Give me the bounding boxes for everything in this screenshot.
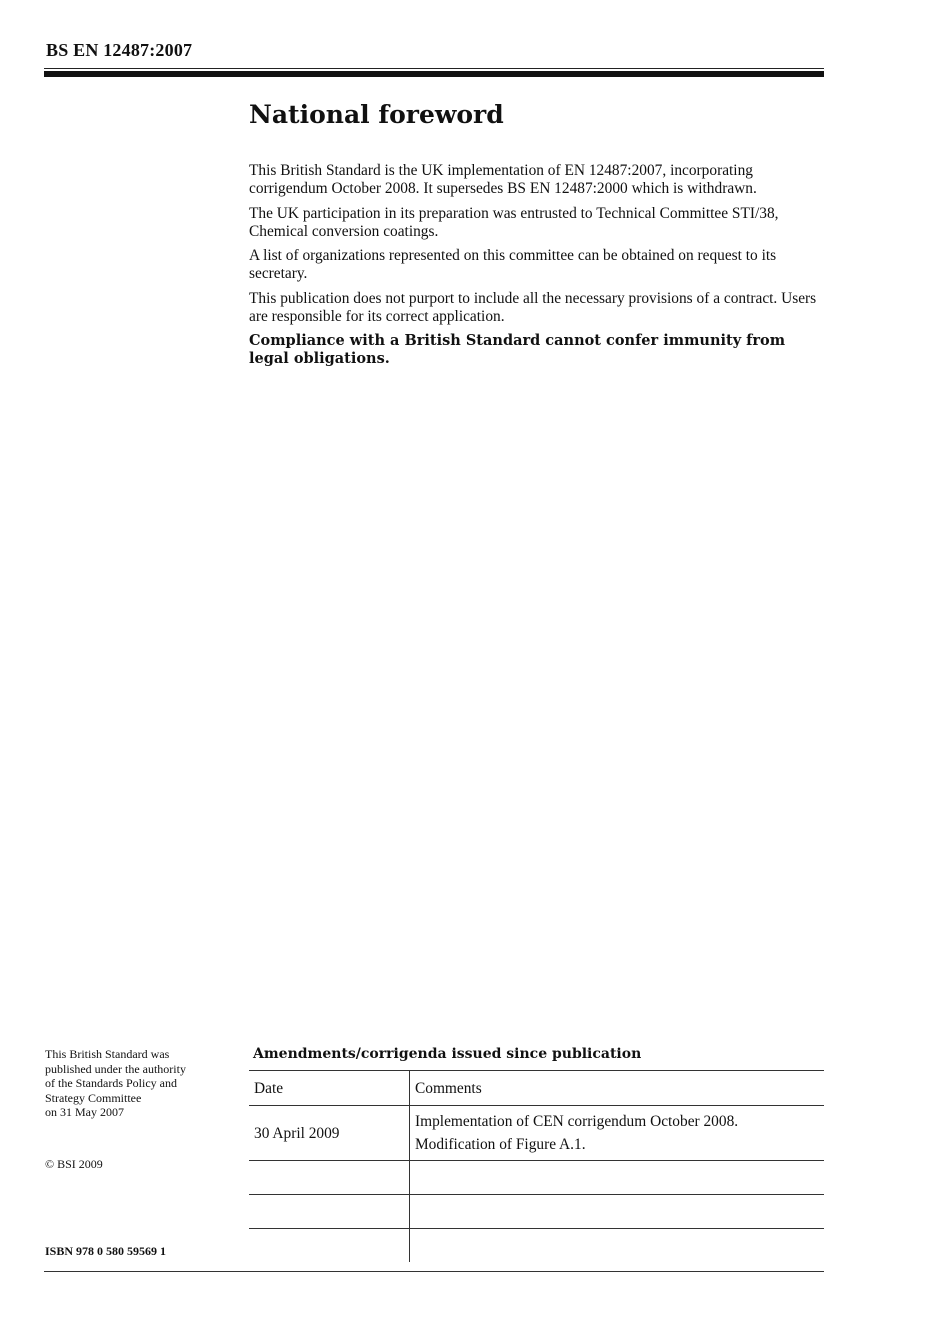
compliance-statement: Compliance with a British Standard cannot confer immunity from legal obligations. [249, 332, 786, 367]
amendment-date: 30 April 2009 [249, 1106, 410, 1161]
copyright: © BSI 2009 [45, 1157, 103, 1171]
table-row [249, 1106, 824, 1161]
footer-rule [44, 1271, 824, 1272]
column-header-comments: Comments [410, 1071, 825, 1106]
empty-cell [249, 1195, 410, 1229]
publication-note-line: published under the authority [45, 1061, 186, 1076]
document-code: BS EN 12487:2007 [46, 40, 193, 60]
publication-note-line: This British Standard was [45, 1047, 170, 1061]
publication-note [45, 1047, 235, 1120]
publication-note-line: of the Standards Policy and [45, 1076, 177, 1090]
paragraph-organizations: A list of organizations represented on this committee can be obtained on request to its secretary. [249, 247, 777, 282]
publication-note-line: on 31 May 2007 [45, 1105, 124, 1119]
empty-cell [249, 1229, 410, 1263]
header-rule-thin [44, 68, 824, 69]
amendment-comment-line: Implementation of CEN corrigendum October 2008. [415, 1113, 739, 1130]
table-row-empty [249, 1229, 824, 1263]
amendments-header-row [249, 1071, 824, 1106]
foreword-body [249, 162, 824, 375]
empty-cell [249, 1161, 410, 1195]
publication-note-line: Strategy Committee [45, 1090, 142, 1105]
paragraph-implementation: This British Standard is the UK implementation of EN 12487:2007, incorporating corrigendum October 2008. It supersedes BS EN 12487:2000 which is withdrawn. [249, 162, 757, 197]
empty-cell [410, 1161, 825, 1195]
page-title: National foreword [249, 100, 504, 129]
empty-cell [410, 1229, 825, 1263]
table-row-empty [249, 1161, 824, 1195]
amendment-comments [410, 1106, 825, 1161]
paragraph-committee: The UK participation in its preparation was entrusted to Technical Committee STI/38, Chemical conversion coatings. [249, 204, 779, 240]
isbn: ISBN 978 0 580 59569 1 [45, 1244, 167, 1258]
amendment-comment-line: Modification of Figure A.1. [415, 1136, 586, 1153]
empty-cell [410, 1195, 825, 1229]
amendments-title: Amendments/corrigenda issued since publication [253, 1046, 642, 1062]
column-header-date: Date [249, 1071, 410, 1106]
amendments-table [249, 1070, 824, 1262]
paragraph-provisions: This publication does not purport to include all the necessary provisions of a contract. Users are responsible for its correct application. [249, 289, 817, 325]
table-row-empty [249, 1195, 824, 1229]
header-rule-thick [44, 71, 824, 77]
